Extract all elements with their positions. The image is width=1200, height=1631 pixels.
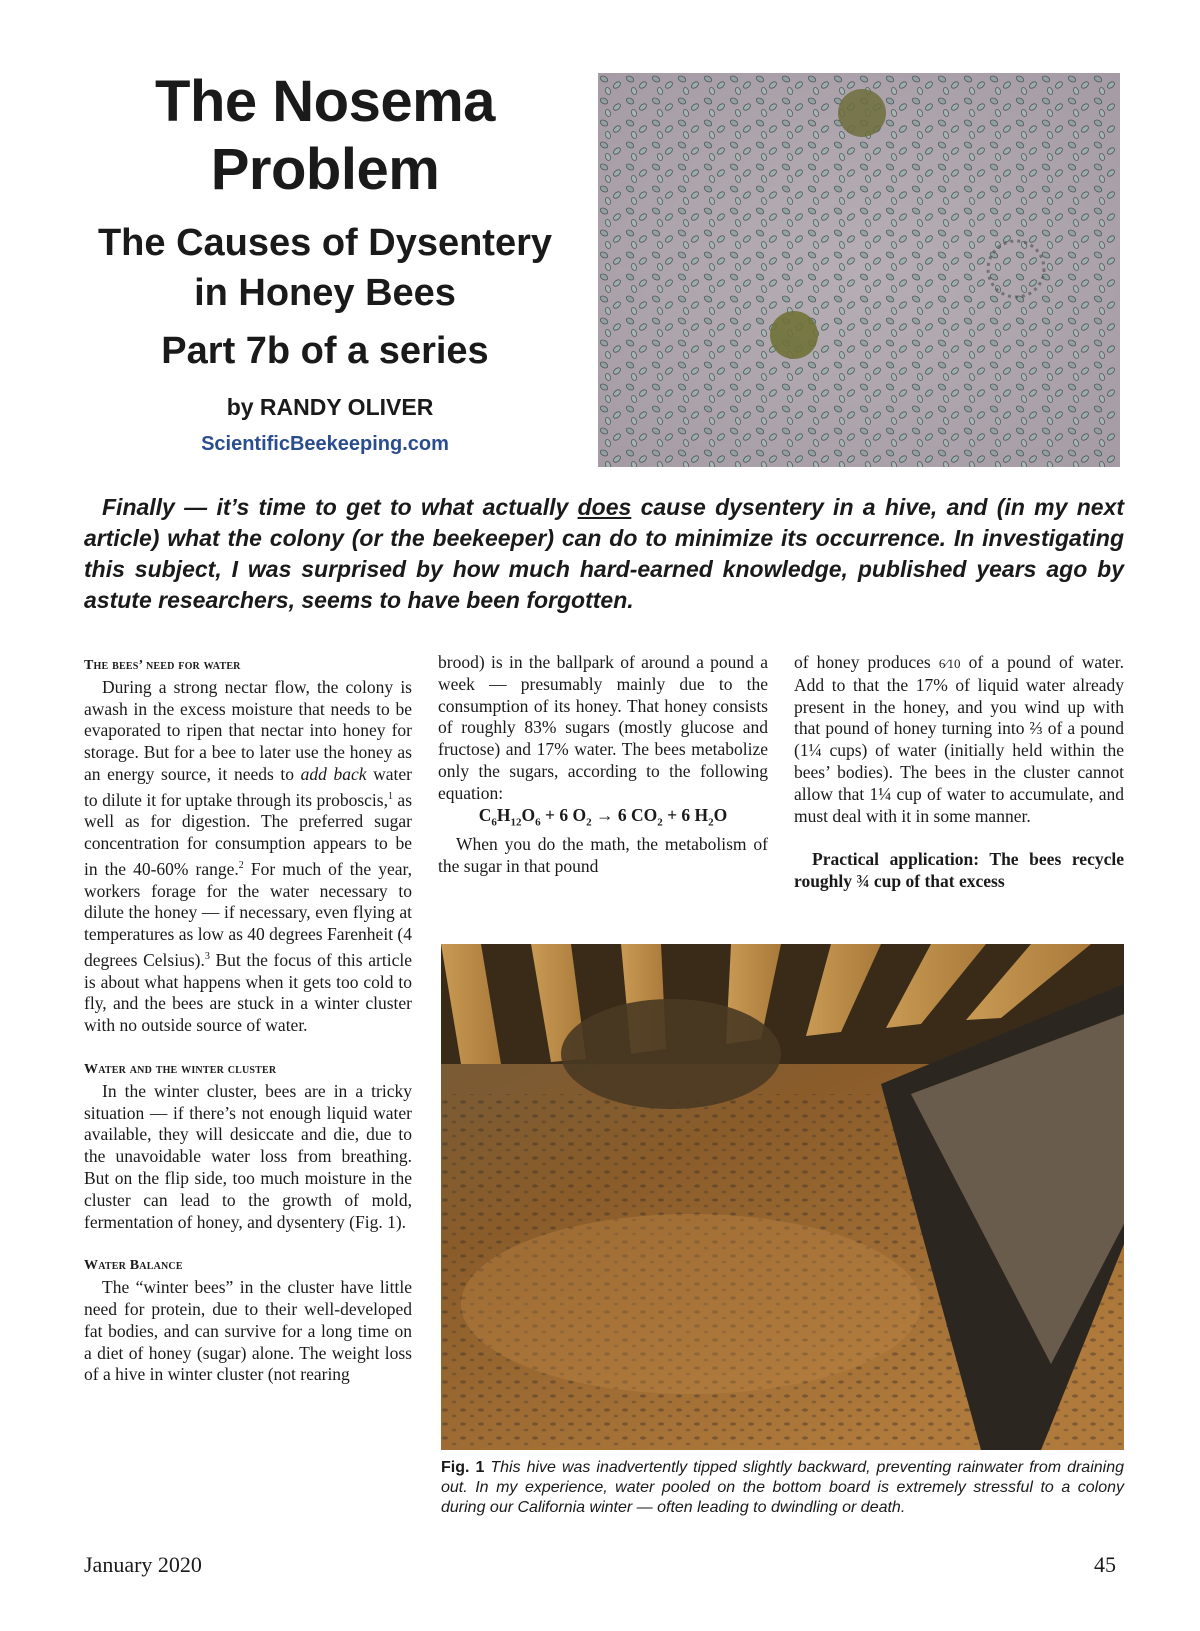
intro-paragraph: Finally — it’s time to get to what actually does cause dysentery in a hive, and (in my next article) what the colony (or the beekeeper) can do to minimize its occurrence. In investigating this subject, I was surprised by how much hard-earned knowledge, published years ago by astute researchers, seems to have been forgotten. xyxy=(84,494,1124,613)
figure-label: Fig. 1 xyxy=(441,1459,485,1476)
website-link[interactable]: ScientificBeekeeping.com xyxy=(201,433,449,455)
section-heading-water-balance: Water Balance xyxy=(84,1258,183,1274)
column-3 xyxy=(794,652,1124,893)
paragraph: When you do the math, the metabolism of the sugar in that pound xyxy=(438,833,768,876)
nosema-micrograph-image xyxy=(598,73,1120,467)
column-2 xyxy=(438,652,768,877)
footnote-ref: 2 xyxy=(238,860,244,871)
fraction: 6⁄10 xyxy=(938,656,961,671)
footnote-ref: 1 xyxy=(387,790,393,802)
section-heading-need-for-water: The bees’ need for water xyxy=(84,658,241,673)
paragraph: The “winter bees” in the cluster have little need for protein, due to their well-developed fat bodies, and can survive for a long time on a diet of honey (sugar) alone. The weight loss of a hive in winter cluster (not rearing xyxy=(84,1277,412,1385)
series-part: Part 7b of a series xyxy=(161,330,489,372)
paragraph: of honey produces 6⁄10 of a pound of water. Add to that the 17% of liquid water already present in the honey, and you wind up with that pound of honey turning into ⅔ of a pound (1¼ cups) of water (initially held within the bees’ bodies). The bees in the cluster cannot allow that 1¼ cup of water to accumulate, and must deal with it in some manner. xyxy=(794,652,1124,826)
page-number: 45 xyxy=(1094,1552,1116,1577)
footnote-ref: 3 xyxy=(204,951,210,963)
issue-date: January 2020 xyxy=(84,1552,202,1577)
title-block xyxy=(70,68,580,456)
intro-emphasis: does xyxy=(577,494,632,520)
article-subtitle: The Causes of Dysentery in Honey Bees xyxy=(97,222,553,314)
metabolism-equation: $C_6H_{12}O_6 + 6$ $O_2 \to 6$ $CO_2 + 6$ $H_2O$ xyxy=(478,804,728,829)
hive-bottom-board-photo xyxy=(441,944,1124,1450)
paragraph: During a strong nectar flow, the colony is awash in the excess moisture that needs to be evaporated to ripen that nectar into honey for storage. But for a bee to later use the honey as an energy source, it needs to add back water to dilute it for uptake through its proboscis,$^1$ as well as for digestion. The preferred sugar concentration for consumption appears to be in the 40-60% range.$^2$ For much of the year, workers forage for the water necessary to dilute the honey — if necessary, even flying at temperatures as low as 40 degrees Farenheit (4 degrees Celsius).$^3$ But the focus of this article is about what happens when it gets too cold to fly, and the bees are stuck in a winter cluster with no outside source of water. xyxy=(84,676,413,1036)
article-title: The Nosema Problem xyxy=(155,69,495,202)
section-heading-winter-cluster: Water and the winter cluster xyxy=(84,1062,277,1078)
byline: by RANDY OLIVER xyxy=(226,394,434,420)
practical-application-paragraph: Practical application: The bees recycle roughly ¾ cup of that excess xyxy=(794,849,1124,892)
column-1 xyxy=(84,655,412,1386)
author-name: RANDY OLIVER xyxy=(259,394,434,420)
paragraph: In the winter cluster, bees are in a tricky situation — if there’s not enough liquid water available, they will desiccate and die, due to the unavoidable water loss from breathing. But on the flip side, too much moisture in the cluster can lead to the growth of mold, fermentation of honey, and dysentery (Fig. 1). xyxy=(84,1080,412,1232)
paragraph: brood) is in the ballpark of around a pound a week — presumably mainly due to the consumption of its honey. That honey consists of roughly 83% sugars (mostly glucose and fructose) and 17% water. The bees metabolize only the sugars, according to the following equation: xyxy=(438,652,768,803)
figure-caption: Fig. 1 This hive was inadvertently tipped slightly backward, preventing rainwater from draining out. In my experience, water pooled on the bottom board is extremely stressful to a colony during our California winter — often leading to dwindling or death. xyxy=(441,1459,1125,1516)
